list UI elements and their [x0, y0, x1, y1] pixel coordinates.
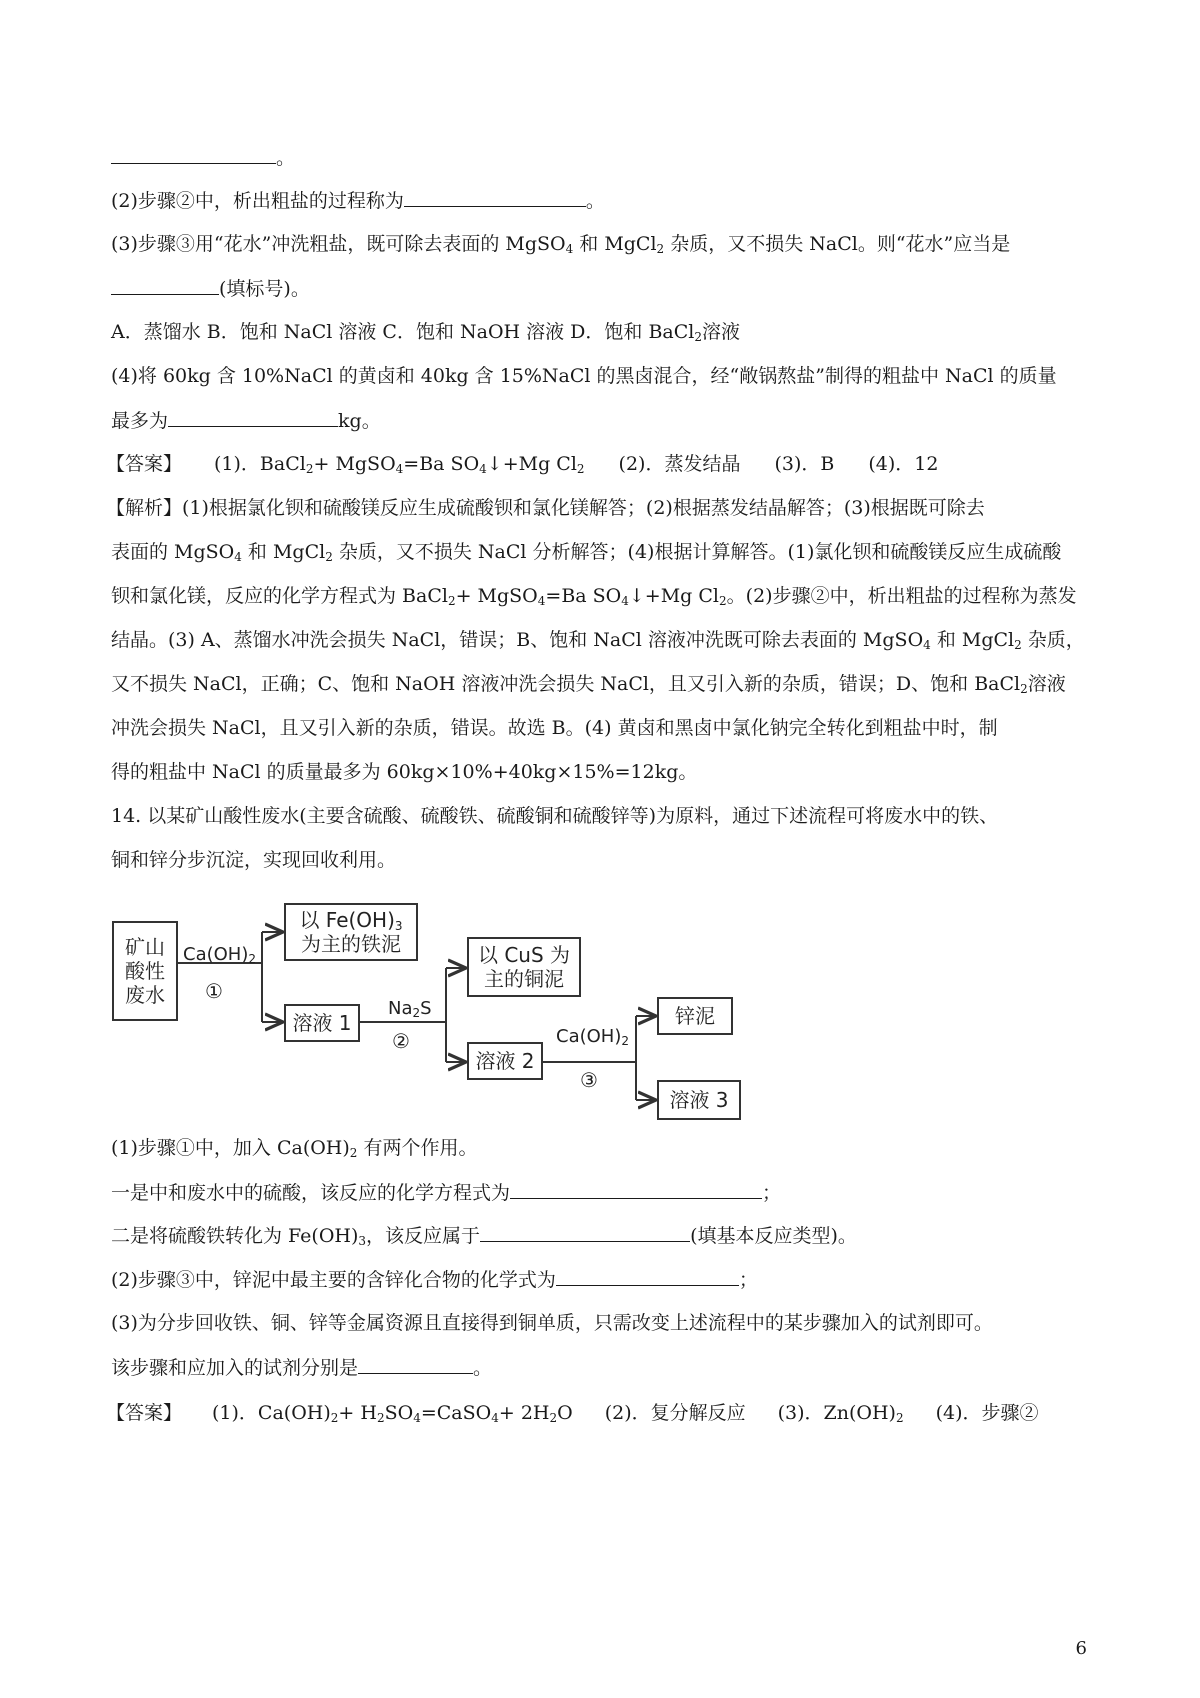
- text-span: (3)步骤③用“花水”冲洗粗盐，既可除去表面的 MgSO: [111, 233, 566, 255]
- text-span: 钡和氯化镁，反应的化学方程式为 BaCl: [111, 585, 448, 607]
- step-marker-1: ①: [205, 979, 223, 1003]
- subscript: 2: [447, 594, 456, 608]
- subscript: 2: [576, 462, 585, 476]
- box-label: 为主的铁泥: [301, 932, 401, 956]
- question-part-3: [111, 232, 1101, 256]
- text-span: 最多为: [111, 410, 169, 432]
- subscript: 2: [330, 1411, 339, 1425]
- answer-line-2: [106, 1401, 1096, 1425]
- text-span: 溶液: [1027, 673, 1066, 695]
- subscript: 2: [349, 1146, 358, 1160]
- text-span: 冲洗会损失 NaCl，且又引入新的杂质，错误。故选 B。(4) 黄卤和黑卤中氯化钠完全转化到粗盐中时，制: [111, 717, 998, 739]
- answer-label: 【答案】: [106, 453, 183, 475]
- text-span: + MgSO: [313, 453, 396, 475]
- box-label: 矿山: [125, 935, 165, 959]
- answer-blank: [480, 1223, 690, 1242]
- wastewater-box: [112, 921, 178, 1021]
- iron-mud-box: [284, 903, 418, 961]
- text-span: 14. 以某矿山酸性废水(主要含硫酸、硫酸铁、硫酸铜和硫酸锌等)为原料，通过下述流程可将废水中的铁、: [111, 805, 999, 827]
- text-line: [111, 276, 1101, 301]
- explanation-line: [111, 760, 1101, 784]
- subscript: 4: [479, 462, 487, 476]
- subscript: 4: [395, 462, 404, 476]
- text-line: [111, 145, 1101, 170]
- answer-blank: [111, 276, 219, 295]
- question-14-stem: [111, 848, 1101, 872]
- question-part-2: [111, 188, 1101, 213]
- question-part-4: [111, 364, 1101, 388]
- text-span: 表面的 MgSO: [111, 541, 235, 563]
- text-span: =Ba SO: [403, 453, 480, 475]
- question-14-part-2: [111, 1267, 1101, 1292]
- text-span: (4)将 60kg 含 10%NaCl 的黄卤和 40kg 含 15%NaCl 的黑卤混合，经“敞锅熬盐”制得的粗盐中 NaCl 的质量: [111, 365, 1057, 387]
- answer-blank: [111, 145, 276, 164]
- subscript: 2: [1020, 682, 1028, 696]
- answer-blank: [510, 1180, 762, 1199]
- reagent-label-1: $Ca(OH)_2$: [183, 944, 256, 966]
- explanation-line: [111, 540, 1101, 564]
- subscript: 2: [719, 594, 727, 608]
- subscript: 4: [537, 594, 546, 608]
- subscript: 2: [549, 1411, 558, 1425]
- box-label: 酸性: [125, 959, 165, 983]
- text-span: (3)为分步回收铁、铜、锌等金属资源且直接得到铜单质，只需改变上述流程中的某步骤加入的试剂即可。: [111, 1312, 993, 1334]
- answer-blank: [358, 1355, 473, 1374]
- text-span: 得的粗盐中 NaCl 的质量最多为 60kg×10%+40kg×15%=12kg。: [111, 761, 698, 783]
- text-span: 和 MgCl: [573, 233, 657, 255]
- question-14-line: [111, 1223, 1101, 1248]
- text-span: (2)步骤③中，锌泥中最主要的含锌化合物的化学式为: [111, 1269, 556, 1291]
- solution-1-box: 溶液 1: [284, 1004, 360, 1042]
- question-14-line: [111, 1355, 1101, 1380]
- text-span: (填标号)。: [219, 278, 310, 300]
- copper-mud-box: [467, 937, 581, 997]
- explanation-line: [111, 672, 1101, 696]
- text-span: 铜和锌分步沉淀，实现回收利用。: [111, 849, 397, 871]
- reagent-label-2: $Na_2S$: [388, 998, 432, 1020]
- reagent-label-3: $Ca(OH)_2$: [556, 1026, 629, 1048]
- zinc-mud-box: 锌泥: [657, 997, 733, 1035]
- text-span: 和 MgCl: [241, 541, 326, 563]
- subscript: 2: [1014, 638, 1022, 652]
- text-span: (4)．12: [868, 453, 939, 475]
- answer-label: 【答案】: [106, 1402, 183, 1424]
- explanation-line: [111, 584, 1101, 608]
- subscript: 2: [694, 330, 702, 344]
- subscript: 2: [325, 550, 333, 564]
- box-label: 主的铜泥: [484, 967, 564, 991]
- subscript: 2: [656, 242, 665, 256]
- step-marker-2: ②: [392, 1029, 410, 1053]
- text-span: ↓+Mg Cl: [628, 585, 720, 607]
- text-span: 溶液: [701, 321, 740, 343]
- explanation-line: [111, 716, 1101, 740]
- text-span: (2)．蒸发结晶: [618, 453, 741, 475]
- text-span: SO: [384, 1402, 414, 1424]
- text-span: =CaSO: [420, 1402, 492, 1424]
- text-span: (1)．BaCl: [214, 453, 306, 475]
- text-span: (1)步骤①中，加入 Ca(OH): [111, 1137, 350, 1159]
- text-span: + MgSO: [455, 585, 538, 607]
- text-span: (2)．复分解反应: [604, 1402, 746, 1424]
- subscript: 4: [621, 594, 629, 608]
- text-span: 。(2)步骤②中，析出粗盐的过程称为蒸发: [726, 585, 1077, 607]
- answer-options: [111, 320, 1101, 344]
- text-span: ；: [738, 1269, 758, 1291]
- text-line: [111, 408, 1101, 433]
- text-span: ↓+Mg Cl: [486, 453, 577, 475]
- text-span: + 2H: [498, 1402, 550, 1424]
- answer-blank: [404, 188, 586, 207]
- text-span: 杂质，又不损失 NaCl。则“花水”应当是: [664, 233, 1011, 255]
- text-span: (填基本反应类型)。: [690, 1225, 857, 1247]
- text-span: (3)．Zn(OH): [777, 1402, 896, 1424]
- text-span: 有两个作用。: [357, 1137, 478, 1159]
- text-span: 杂质，又不损失 NaCl 分析解答；(4)根据计算解答。(1)氯化钡和硫酸镁反应生成硫酸: [332, 541, 1062, 563]
- question-14-line: [111, 1180, 1101, 1205]
- subscript: 2: [895, 1411, 904, 1425]
- text-span: ；: [762, 1182, 782, 1204]
- text-span: 结晶。(3) A、蒸馏水冲洗会损失 NaCl，错误；B、饱和 NaCl 溶液冲洗既可除去表面的 MgSO: [111, 629, 924, 651]
- answer-line-1: [106, 452, 1096, 476]
- text-span: ，该反应属于: [366, 1225, 481, 1247]
- page-number: 6: [1075, 1638, 1087, 1659]
- explanation-line: [111, 628, 1101, 652]
- subscript: 3: [358, 1234, 367, 1248]
- text-span: O: [557, 1402, 573, 1424]
- text-span: (4)．步骤②: [935, 1402, 1039, 1424]
- text-span: 又不损失 NaCl，正确；C、饱和 NaOH 溶液冲洗会损失 NaCl，且又引入新的杂质，错误；D、饱和 BaCl: [111, 673, 1021, 695]
- text-span: 该步骤和应加入的试剂分别是: [111, 1357, 359, 1379]
- subscript: 4: [923, 638, 931, 652]
- text-span: (2)步骤②中，析出粗盐的过程称为: [111, 190, 404, 212]
- subscript: 4: [413, 1411, 421, 1425]
- box-label: 以 $Fe(OH)_3$: [299, 908, 403, 933]
- subscript: 2: [305, 462, 314, 476]
- text-span: 。: [276, 147, 296, 169]
- solution-2-box: 溶液 2: [467, 1042, 543, 1080]
- text-span: A．蒸馏水 B．饱和 NaCl 溶液 C．饱和 NaOH 溶液 D．饱和 BaCl: [111, 321, 695, 343]
- box-label: 废水: [125, 983, 165, 1007]
- text-span: (1)．Ca(OH): [212, 1402, 331, 1424]
- text-span: + H: [338, 1402, 377, 1424]
- answer-blank: [168, 408, 338, 427]
- subscript: 4: [565, 242, 574, 256]
- solution-3-box: 溶液 3: [657, 1080, 741, 1120]
- explanation-line: [106, 496, 1096, 520]
- subscript: 4: [234, 550, 242, 564]
- text-span: (3)．B: [774, 453, 835, 475]
- question-14-stem: [111, 804, 1101, 828]
- answer-blank: [556, 1267, 739, 1286]
- text-span: =Ba SO: [545, 585, 622, 607]
- text-span: 【解析】(1)根据氯化钡和硫酸镁反应生成硫酸钡和氯化镁解答；(2)根据蒸发结晶解答；(3)根据既可除去: [106, 497, 985, 519]
- box-label: 以 CuS 为: [477, 943, 571, 967]
- step-marker-3: ③: [580, 1068, 598, 1092]
- text-span: 一是中和废水中的硫酸，该反应的化学方程式为: [111, 1182, 511, 1204]
- text-span: 。: [473, 1357, 493, 1379]
- text-span: 。: [585, 190, 605, 212]
- text-span: 杂质，: [1021, 629, 1085, 651]
- subscript: 2: [376, 1411, 385, 1425]
- text-span: 和 MgCl: [930, 629, 1015, 651]
- text-span: 二是将硫酸铁转化为 Fe(OH): [111, 1225, 359, 1247]
- question-14-part-1: [111, 1136, 1101, 1160]
- text-span: kg。: [338, 410, 381, 432]
- question-14-part-3: [111, 1311, 1101, 1335]
- subscript: 4: [491, 1411, 499, 1425]
